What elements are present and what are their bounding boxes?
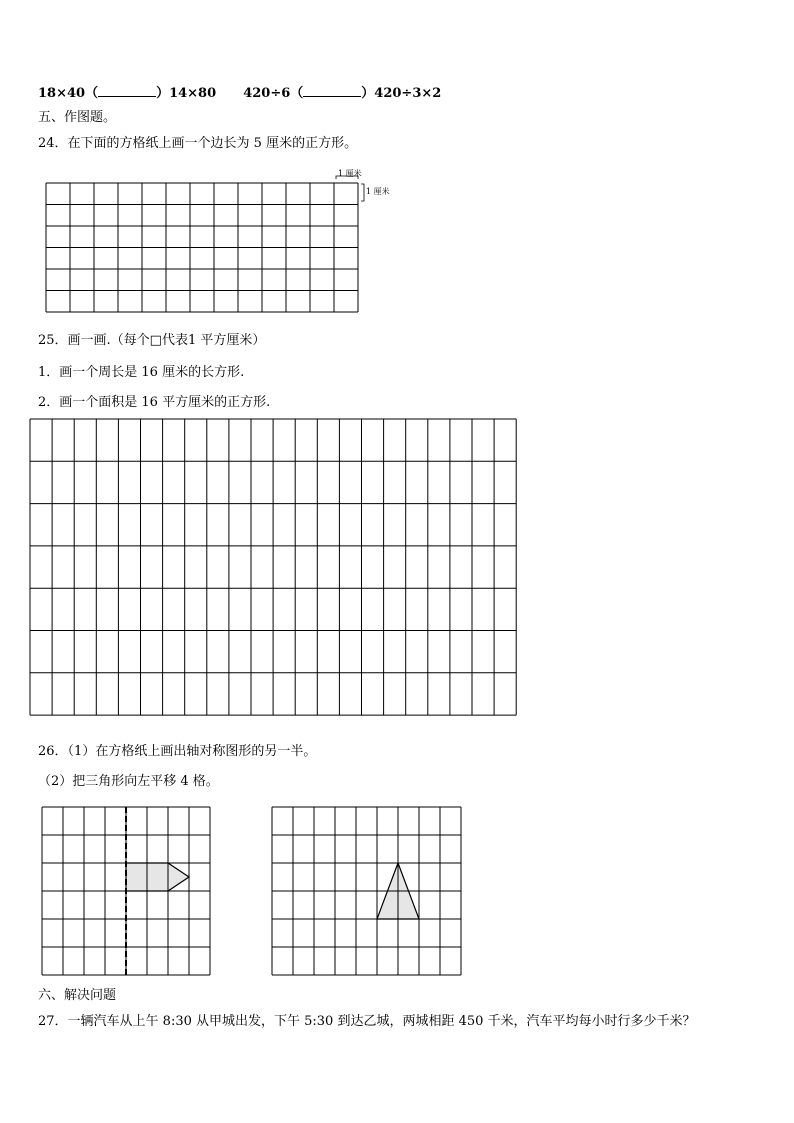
- q25-text: 25．画一画.（每个□代表1 平方厘米）: [38, 333, 266, 348]
- q25-grid[interactable]: [30, 419, 516, 715]
- section6-title: 六、解决问题: [38, 988, 117, 1003]
- q24-text: 24．在下面的方格纸上画一个边长为 5 厘米的正方形。: [38, 136, 358, 151]
- q26-part1: 26．（1）在方格纸上画出轴对称图形的另一半。: [38, 744, 317, 759]
- q26-translation-grid[interactable]: [272, 807, 461, 975]
- expr2-left: 420÷6（: [243, 86, 304, 101]
- q26-part2: （2）把三角形向左平移 4 格。: [38, 774, 219, 789]
- expr1-left: 18×40（: [38, 86, 99, 101]
- q24-grid[interactable]: [46, 183, 358, 312]
- half-symmetric-shape: [126, 863, 189, 891]
- q25-item2: 2．画一个面积是 16 平方厘米的正方形.: [38, 395, 271, 410]
- q26-symmetry-grid[interactable]: [42, 807, 210, 975]
- q24-unit-markers: [336, 168, 390, 201]
- section5-title: 五、作图题。: [38, 110, 117, 125]
- q25-item1: 1．画一个周长是 16 厘米的长方形.: [38, 365, 245, 380]
- unit-height-label: 1 厘米: [366, 187, 390, 196]
- unit-width-label: 1 厘米: [338, 169, 362, 178]
- q27-text: 27．一辆汽车从上午 8:30 从甲城出发，下午 5:30 到达乙城，两城相距 450 千米，汽车平均每小时行多少千米？: [38, 1014, 696, 1029]
- expr2-right: ）420÷3×2: [361, 86, 442, 101]
- expr1-right: ）14×80: [156, 86, 217, 101]
